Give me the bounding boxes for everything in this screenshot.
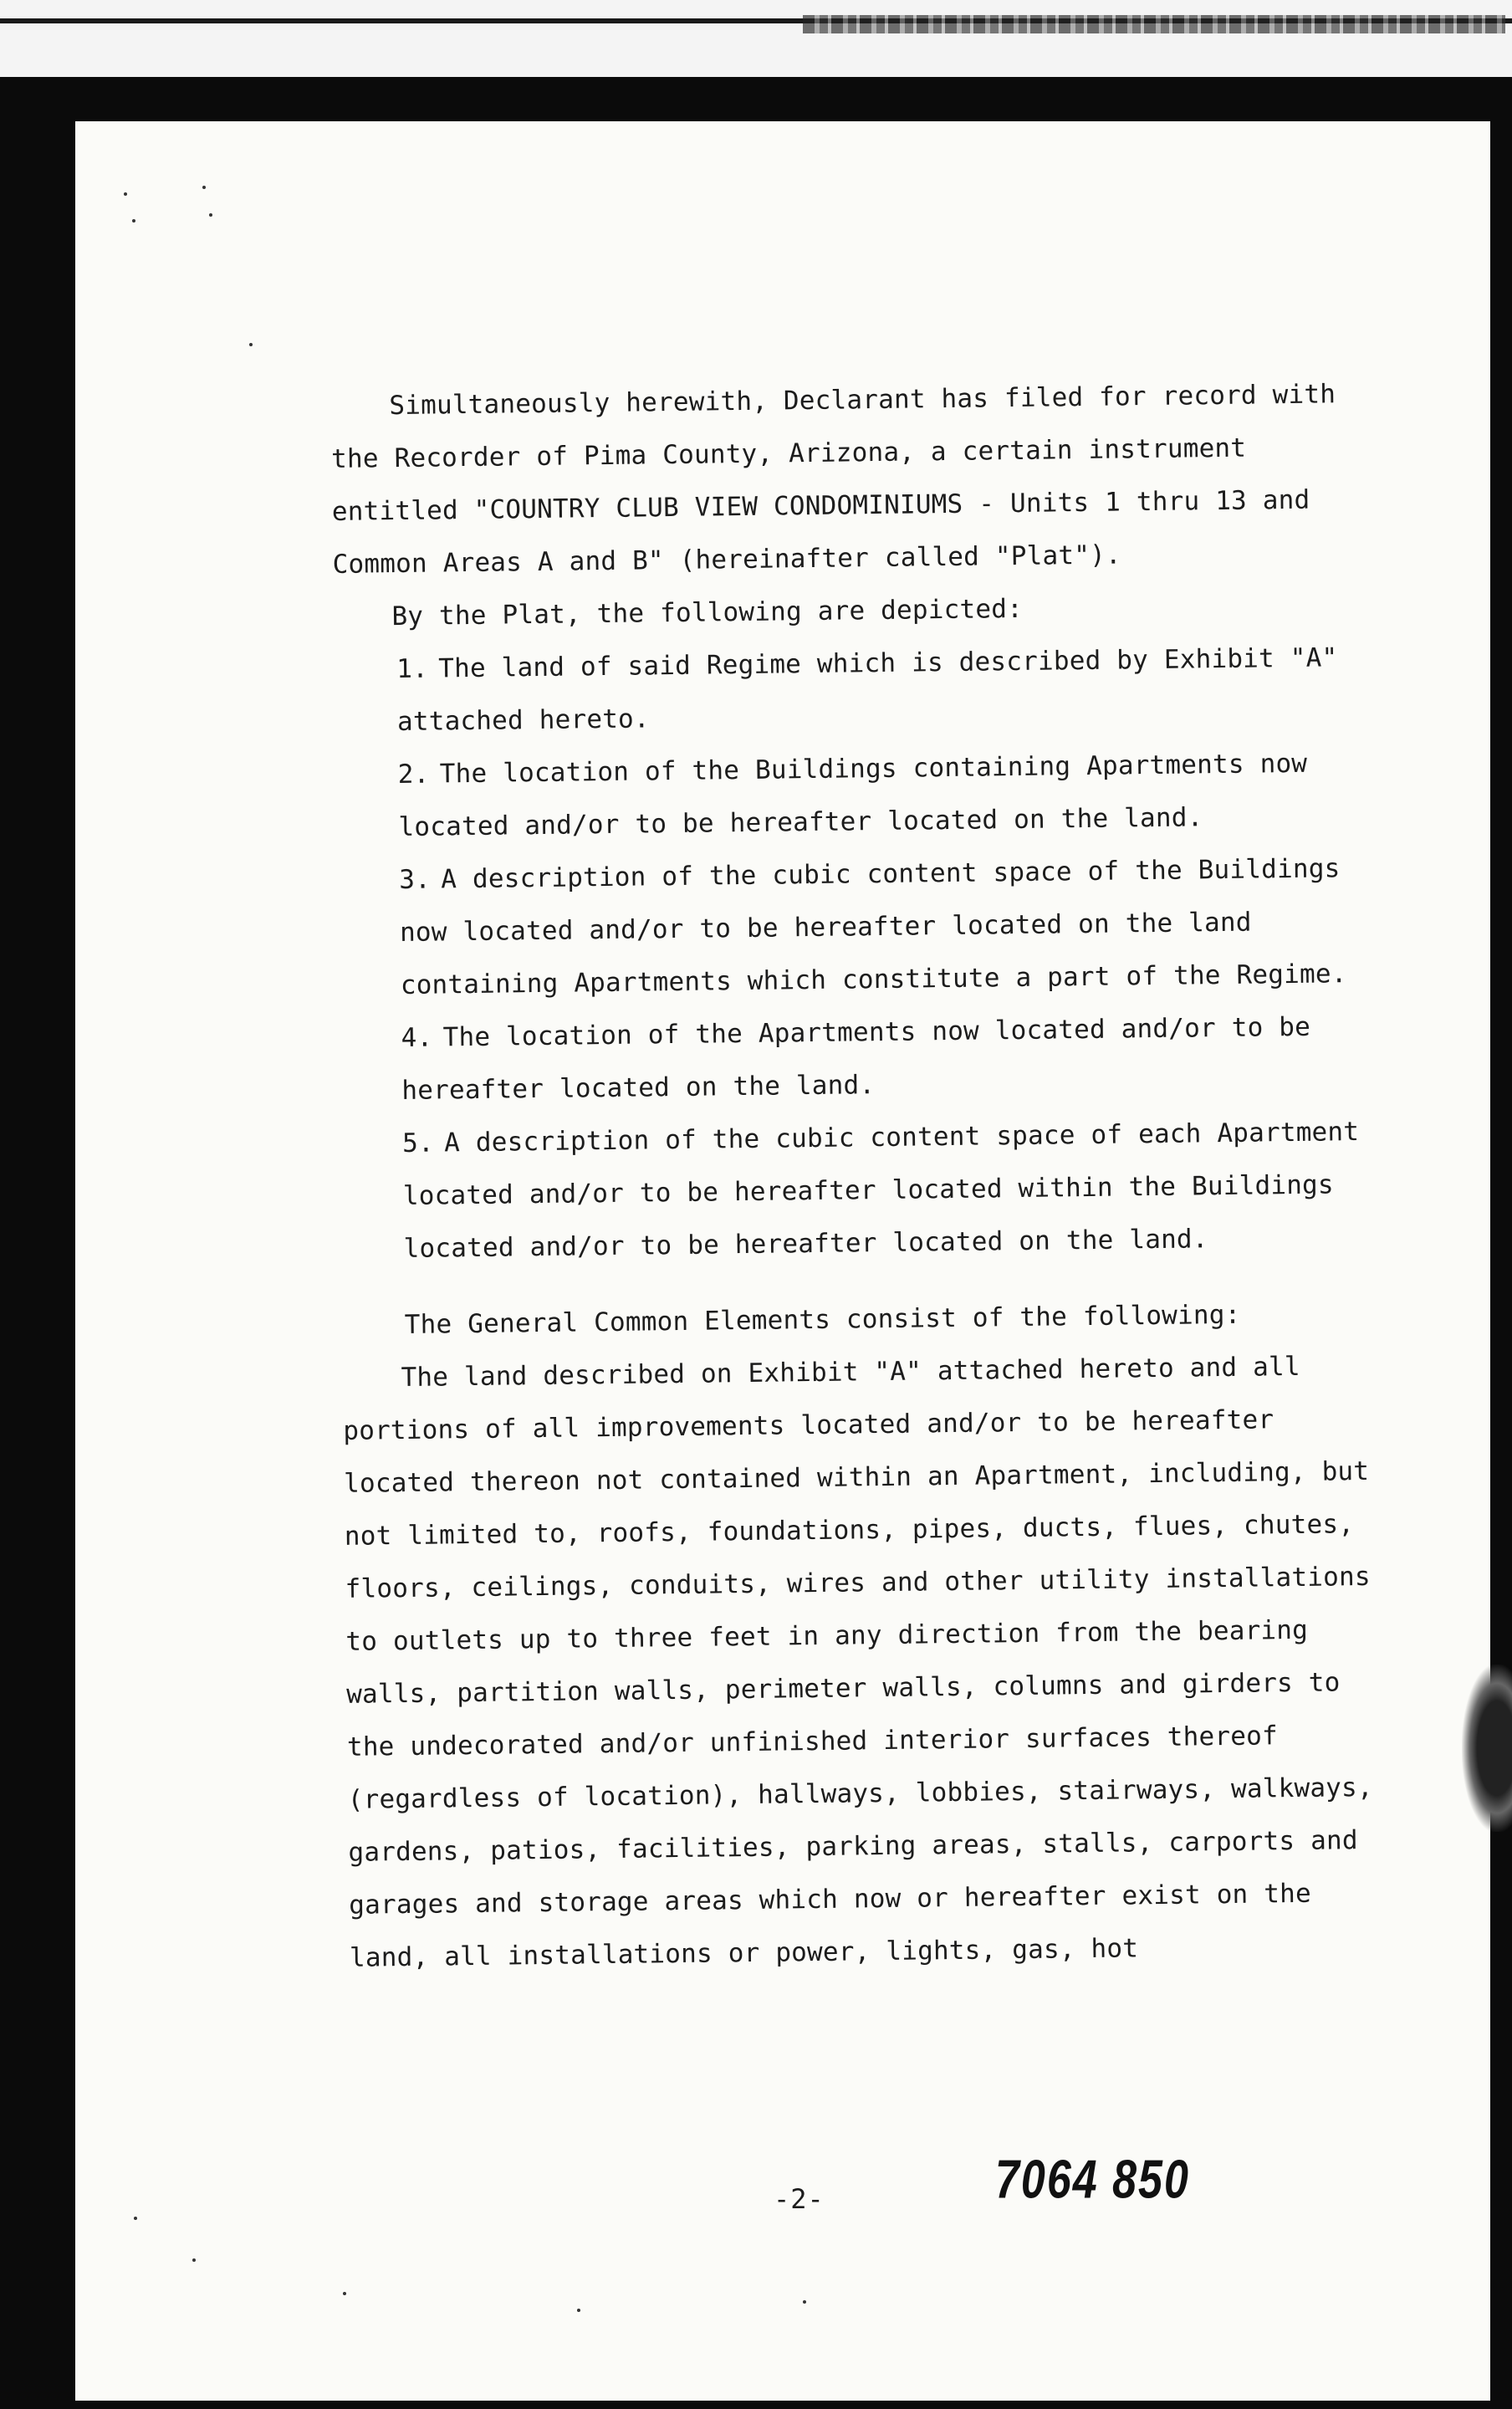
list-item bbox=[338, 1000, 1376, 1118]
margin-speck bbox=[202, 186, 206, 189]
intro-paragraph: Simultaneously herewith, Declarant has filed for record with the Recorder of Pima County, Arizona, a certain instrument entitled "COUNTRY CLUB VIEW CONDOMINIUMS - Units 1 thru 13 and Common Areas A and B" (hereinafter called "Plat"). bbox=[330, 379, 1336, 580]
scan-black-border bbox=[0, 77, 1512, 94]
list-item-number: 2. bbox=[397, 759, 430, 790]
list-item-text: A description of the cubic content space of the Buildings now located and/or to be hereafter located on the land containing Apartments which constitute a part of the Regime. bbox=[399, 853, 1347, 1001]
gce-paragraph: The land described on Exhibit "A" attached hereto and all portions of all improvements located and/or to be hereafter located thereon not contained within an Apartment, including, but not limited to, roofs, foundations, pipes, ducts, flues, chutes, floors, ceilings, conduits, wires and other utility installations to outlets up to three feet in any direction from the bearing walls, partition walls, perimeter walls, columns and girders to the undecorated and/or unfinished interior surfaces thereof (regardless of location), hallways, lobbies, stairways, walkways, gardens, patios, facilities, parking areas, stalls, carports and garages and storage areas which now or hereafter exist on the land, all installations or power, lights, gas, hot bbox=[343, 1351, 1374, 1973]
list-item bbox=[334, 632, 1372, 749]
margin-speck bbox=[132, 219, 135, 222]
list-item-text: The location of the Buildings containing Apartments now located and/or to be hereafter located on the land. bbox=[398, 748, 1308, 843]
margin-speck bbox=[134, 2217, 137, 2220]
record-stamp: 7064 850 bbox=[995, 2149, 1190, 2211]
gce-lead: The General Common Elements consist of the following: bbox=[404, 1299, 1241, 1340]
document-body bbox=[330, 368, 1387, 1985]
binding-blot bbox=[1462, 1665, 1512, 1832]
list-item-text: The location of the Apartments now located and/or to be hereafter located on the land. bbox=[401, 1011, 1311, 1107]
scan-top-smudge bbox=[803, 15, 1505, 33]
margin-speck bbox=[343, 2292, 346, 2295]
plat-lead: By the Plat, the following are depicted: bbox=[391, 593, 1024, 632]
page-number: -2- bbox=[774, 2183, 825, 2215]
margin-speck bbox=[192, 2258, 196, 2262]
margin-speck bbox=[803, 2300, 806, 2304]
list-item-number: 3. bbox=[399, 864, 432, 896]
list-item-number: 1. bbox=[396, 653, 429, 685]
list-item bbox=[336, 842, 1375, 1013]
list-item-number: 5. bbox=[401, 1128, 435, 1159]
list-item-number: 4. bbox=[401, 1022, 433, 1054]
list-item-text: The land of said Regime which is described by Exhibit "A" attached hereto. bbox=[396, 642, 1338, 738]
list-item bbox=[340, 1106, 1378, 1276]
margin-speck bbox=[249, 343, 253, 346]
margin-speck bbox=[577, 2309, 580, 2312]
list-item-text: A description of the cubic content space of each Apartment located and/or to be hereafter located within the Buildings located and/or to be hereafter located on the land. bbox=[402, 1117, 1360, 1265]
list-item bbox=[335, 737, 1372, 855]
margin-speck bbox=[209, 213, 212, 217]
margin-speck bbox=[124, 192, 127, 196]
